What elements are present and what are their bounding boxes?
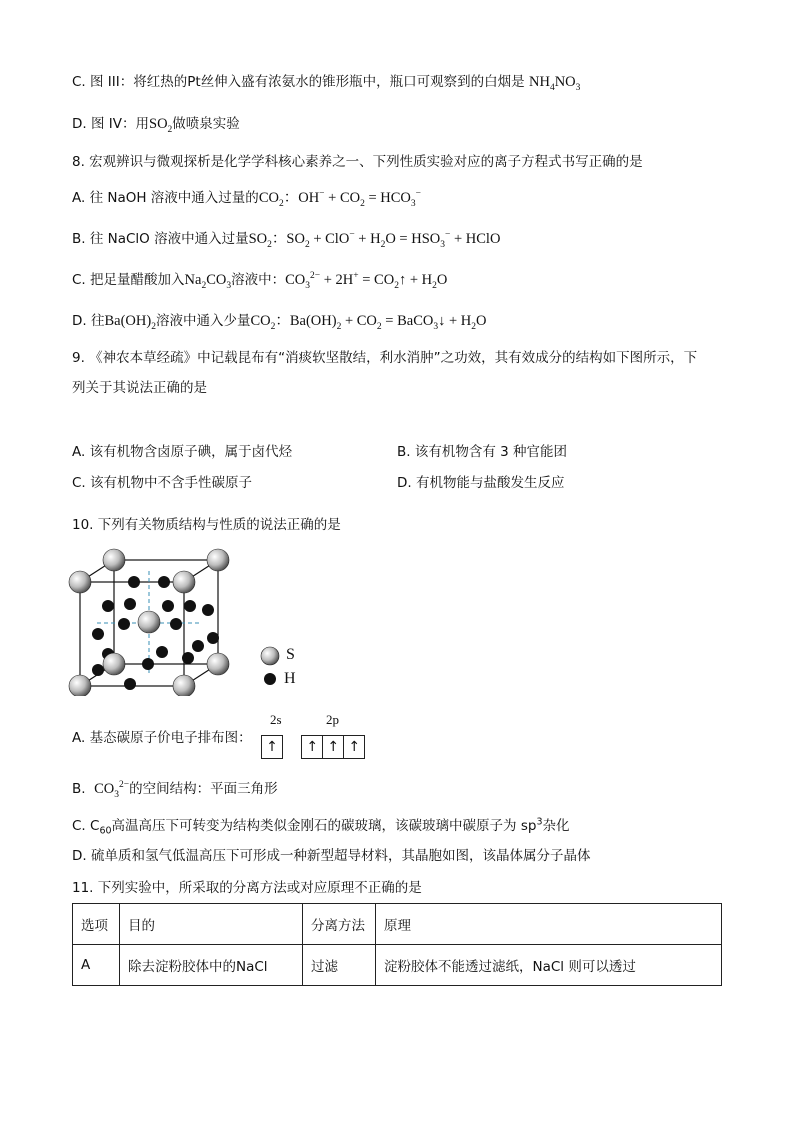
q8-stem: 8. 宏观辨识与微观探析是化学学科核心素养之一、下列性质实验对应的离子方程式书写正确的是 [72,154,643,170]
legend-s-label: S [286,646,295,663]
q11-table [72,903,722,986]
orbital-diagram [261,735,365,759]
q8-option-d: D. 往$Ba(OH)_2$溶液中通入少量$CO_2$：$Ba(OH)_2 + CO_2$ = BaCO$_3$↓ + $H_2O$ [72,313,487,332]
q10-option-a: A. 基态碳原子价电子排布图： [72,730,252,746]
q8d-equation: $CO_2$：$Ba(OH)_2 + CO_2$ = BaCO$_3$↓ + $H_2O$ [250,313,487,332]
table-cell: 过滤 [303,945,376,986]
q10-stem: 10. 下列有关物质结构与性质的说法正确的是 [72,517,341,533]
q9-option-b: B. 该有机物含有 3 种官能团 [397,444,568,460]
q10-option-d: D. 硫单质和氢气低温高压下可形成一种新型超导材料，其晶胞如图，该晶体属分子晶体 [72,848,591,864]
orbital-2s-label: 2s [270,712,282,727]
table-header-cell: 选项 [73,904,120,945]
table-cell: A [73,945,120,986]
q11-stem: 11. 下列实验中，所采取的分离方法或对应原理不正确的是 [72,880,422,896]
orbital-2s-box [261,735,283,759]
table-header-cell: 目的 [120,904,303,945]
q8-option-a: A. 往 NaOH 溶液中通入过量的$CO_2$：$OH^- + CO_2 = HCO_3^-$ [72,189,422,209]
legend-s-marker [261,647,279,665]
q9-stem-line2: 列关于其说法正确的是 [72,380,207,396]
table-row [73,945,722,986]
table-header-cell: 分离方法 [303,904,376,945]
q7-option-c: C. 图 III：将红热的Pt丝伸入盛有浓氨水的锥形瓶中，瓶口可观察到的白烟是 $NH_4NO_3$ [72,74,581,93]
legend-h-marker [264,673,276,685]
up-arrow-icon: ↑ [306,739,319,755]
table-cell: 除去淀粉胶体中的NaCl [120,945,303,986]
up-arrow-icon: ↑ [266,739,278,755]
table-header-row [73,904,722,945]
q7-option-d: D. 图 IV：用$SO_2$做喷泉实验 [72,116,240,135]
nh4no3-formula: $NH_4NO_3$ [528,74,581,93]
table-cell: 淀粉胶体不能透过滤纸，NaCl 则可以透过 [376,945,722,986]
table-header-cell: 原理 [376,904,722,945]
orbital-2p-box [301,735,365,759]
q8a-equation: $CO_2$：$OH^- + CO_2 = HCO_3^-$ [258,189,422,209]
q10-option-c: C. $C_{60}$高温高压下可转变为结构类似金刚石的碳玻璃，该碳玻璃中碳原子为 $sp^3$杂化 [72,816,570,837]
q8c-equation: $CO_3^{2-} + 2H^+$ = $CO_2↑ + H_2O$ [285,271,448,291]
q9-stem-line1: 9. 《神农本草经疏》中记载昆布有“消痰软坚散结，利水消肿”之功效，其有效成分的结构如下图所示，下 [72,350,698,366]
q10-option-b: B. $CO_3^{2-}$的空间结构：平面三角形 [72,780,278,800]
q8-option-c: C. 把足量醋酸加入$Na_2CO_3$溶液中：$CO_3^{2-} + 2H^+$ = $CO_2↑ + H_2O$ [72,271,448,291]
crystal-cell-figure [68,546,318,696]
q9-option-a: A. 该有机物含卤原子碘，属于卤代烃 [72,444,293,460]
q9-option-d: D. 有机物能与盐酸发生反应 [397,475,565,491]
up-arrow-icon: ↑ [322,736,343,758]
so2-formula: $SO_2$ [149,116,173,135]
legend-h-label: H [284,670,296,687]
orbital-2p-label: 2p [326,712,339,727]
q8-option-b: B. 往 NaClO 溶液中通入过量$SO_2$：$SO_2 + ClO^- + H_2O = HSO_3^-$ + HClO [72,230,501,250]
q9-option-c: C. 该有机物中不含手性碳原子 [72,475,253,491]
q8b-equation: $SO_2$：$SO_2 + ClO^- + H_2O = HSO_3^-$ + HClO [248,230,501,250]
up-arrow-icon: ↑ [343,736,364,758]
